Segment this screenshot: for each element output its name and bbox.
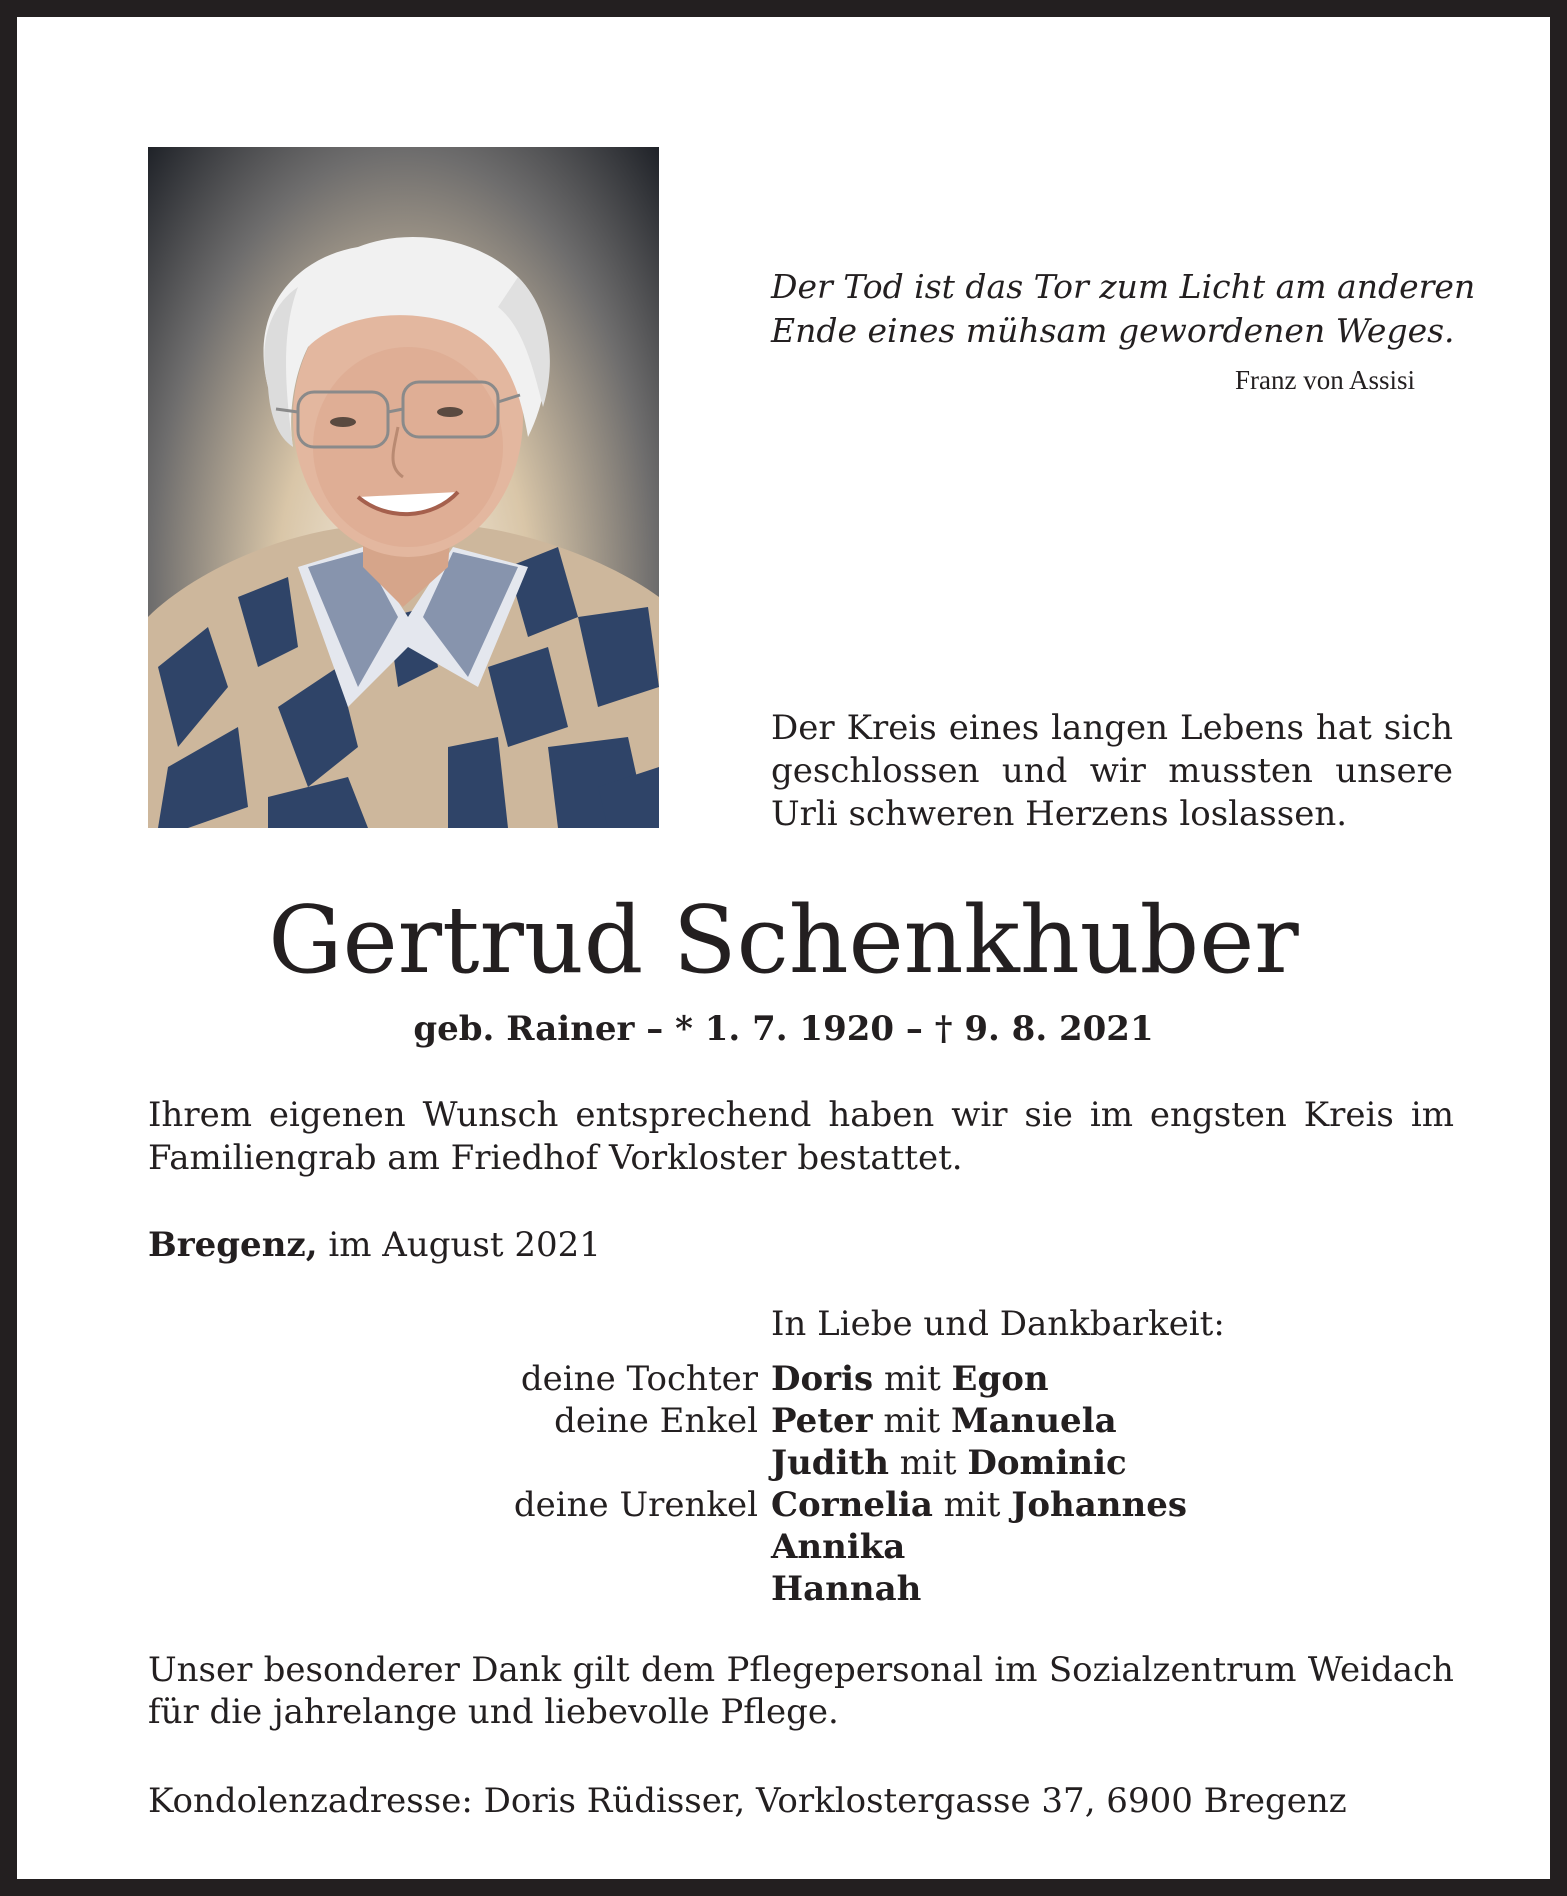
portrait-image: [148, 147, 659, 828]
word: Unser: [148, 1650, 253, 1690]
family-row: [17, 1484, 1567, 1526]
word: für die jahrelange und liebevolle Pflege.: [148, 1692, 839, 1732]
quote: [771, 265, 1476, 353]
place-date-text: im August 2021: [317, 1225, 601, 1265]
word: Urli schweren Herzens loslassen.: [771, 794, 1348, 834]
word: engsten: [1149, 1095, 1287, 1135]
quote-line: Der Tod ist das Tor zum Licht am anderen: [771, 267, 1476, 306]
paragraph-line: [148, 1691, 1454, 1733]
family-names: [771, 1526, 905, 1568]
word: Sozialzentrum: [1048, 1650, 1297, 1690]
word: im: [1089, 1095, 1133, 1135]
paragraph-line: [148, 1094, 1454, 1137]
word: dem: [641, 1650, 716, 1690]
circle-of-life-paragraph: [771, 707, 1453, 836]
word: Dank: [471, 1650, 562, 1690]
word: unsere: [1335, 751, 1453, 791]
deceased-name: Gertrud Schenkhuber: [268, 886, 1299, 994]
word: eigenen: [268, 1095, 406, 1135]
quote-line: Ende eines mühsam gewordenen Weges.: [771, 311, 1455, 350]
place-city: Bregenz,: [148, 1225, 318, 1265]
paragraph-line: [771, 707, 1453, 750]
condolence-address: Kondolenzadresse: Doris Rüdisser, Vorklostergasse 37, 6900 Bregenz: [148, 1781, 1347, 1821]
family-member-name: Peter: [771, 1401, 873, 1441]
word: Pflegepersonal: [726, 1650, 984, 1690]
paragraph-line: [148, 1137, 1454, 1180]
connector-text: mit: [872, 1401, 951, 1441]
word: geschlossen: [771, 751, 980, 791]
family-names: [771, 1358, 1049, 1400]
word: sich: [1383, 708, 1453, 748]
quote-author: Franz von Assisi: [1234, 365, 1415, 395]
gratitude-heading: In Liebe und Dankbarkeit:: [771, 1304, 1225, 1344]
connector-text: mit: [873, 1359, 952, 1399]
family-member-name: Annika: [771, 1527, 906, 1567]
family-relation: deine Urenkel: [513, 1485, 758, 1525]
family-row: [17, 1526, 1567, 1568]
thanks-paragraph: [148, 1649, 1454, 1733]
word: haben: [828, 1095, 935, 1135]
family-member-name: Hannah: [771, 1569, 922, 1609]
word: Ihrem: [148, 1095, 252, 1135]
family-member-name: Johannes: [1011, 1485, 1188, 1525]
word: hat: [1315, 708, 1372, 748]
family-names: [771, 1400, 1117, 1442]
family-names: [771, 1442, 1127, 1484]
family-names: [771, 1568, 921, 1610]
paragraph-line: [771, 750, 1453, 793]
place-date: [148, 1223, 601, 1267]
word: wir: [951, 1095, 1008, 1135]
connector-text: mit: [888, 1443, 968, 1483]
family-member-name: Manuela: [950, 1401, 1117, 1441]
birth-death-dates: geb. Rainer – * 1. 7. 1920 – † 9. 8. 2021: [413, 1009, 1154, 1049]
family-member-name: Egon: [951, 1359, 1049, 1399]
family-names: [771, 1484, 1187, 1526]
word: Familiengrab am Friedhof Vorkloster bestattet.: [148, 1138, 963, 1178]
family-row: [17, 1442, 1567, 1484]
portrait-photo: [148, 147, 659, 828]
family-row: [17, 1358, 1567, 1400]
word: entsprechend: [575, 1095, 812, 1135]
family-member-name: Doris: [771, 1359, 874, 1399]
paragraph-line: [771, 793, 1453, 836]
word: eines: [948, 708, 1040, 748]
word: im: [994, 1650, 1038, 1690]
word: mussten: [1168, 751, 1313, 791]
family-row: [17, 1400, 1567, 1442]
word: Kreis: [846, 708, 937, 748]
family-relation: deine Enkel: [554, 1401, 758, 1441]
family-row: [17, 1568, 1567, 1610]
word: wir: [1089, 751, 1146, 791]
paragraph-line: [148, 1649, 1454, 1691]
family-relation: deine Tochter: [520, 1359, 758, 1399]
word: im: [1410, 1095, 1454, 1135]
word: Kreis: [1303, 1095, 1394, 1135]
word: sie: [1024, 1095, 1073, 1135]
word: und: [1001, 751, 1068, 791]
word: Weidach: [1307, 1650, 1454, 1690]
word: Lebens: [1179, 708, 1304, 748]
family-member-name: Cornelia: [771, 1485, 933, 1525]
word: Der: [771, 708, 835, 748]
burial-paragraph: [148, 1094, 1454, 1180]
word: gilt: [572, 1650, 630, 1690]
word: langen: [1051, 708, 1168, 748]
family-list: [17, 1358, 1567, 1610]
word: besonderer: [263, 1650, 460, 1690]
word: Wunsch: [422, 1095, 559, 1135]
connector-text: mit: [932, 1485, 1012, 1525]
family-member-name: Dominic: [967, 1443, 1127, 1483]
family-member-name: Judith: [771, 1443, 889, 1483]
